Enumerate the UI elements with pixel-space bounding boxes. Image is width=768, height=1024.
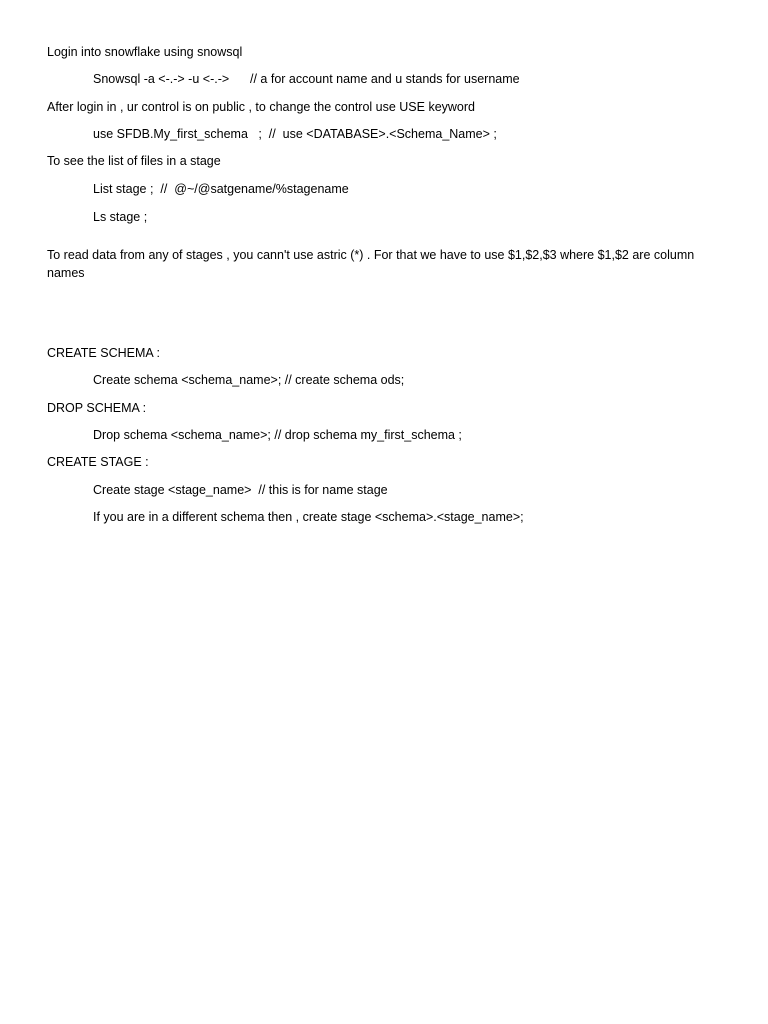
text-paragraph-read-data: To read data from any of stages , you cann't use astric (*) . For that we have to use $1,$2,$3 where $1,$2 are column names (47, 248, 695, 280)
text-line-login-heading: Login into snowflake using snowsql (47, 45, 243, 59)
text-line-ls-stage: Ls stage ; (93, 210, 148, 224)
text-line-create-stage-command: Create stage <stage_name> // this is for name stage (93, 483, 388, 497)
text-line-drop-schema-command: Drop schema <schema_name>; // drop schema my_first_schema ; (93, 428, 462, 442)
text-line-list-files-heading: To see the list of files in a stage (47, 154, 221, 168)
text-line-use-schema: use SFDB.My_first_schema ; // use <DATABASE>.<Schema_Name> ; (93, 127, 497, 141)
text-line-create-stage-heading: CREATE STAGE : (47, 455, 149, 469)
text-line-list-stage: List stage ; // @~/@satgename/%stagename (93, 182, 349, 196)
text-line-snowsql-command: Snowsql -a <-.-> -u <-.-> // a for account name and u stands for username (93, 72, 520, 86)
text-line-different-schema: If you are in a different schema then , create stage <schema>.<stage_name>; (93, 510, 524, 524)
text-line-create-schema-command: Create schema <schema_name>; // create schema ods; (93, 373, 405, 387)
text-line-create-schema-heading: CREATE SCHEMA : (47, 346, 160, 360)
text-line-drop-schema-heading: DROP SCHEMA : (47, 401, 147, 415)
text-line-after-login: After login in , ur control is on public , to change the control use USE keyword (47, 100, 476, 114)
